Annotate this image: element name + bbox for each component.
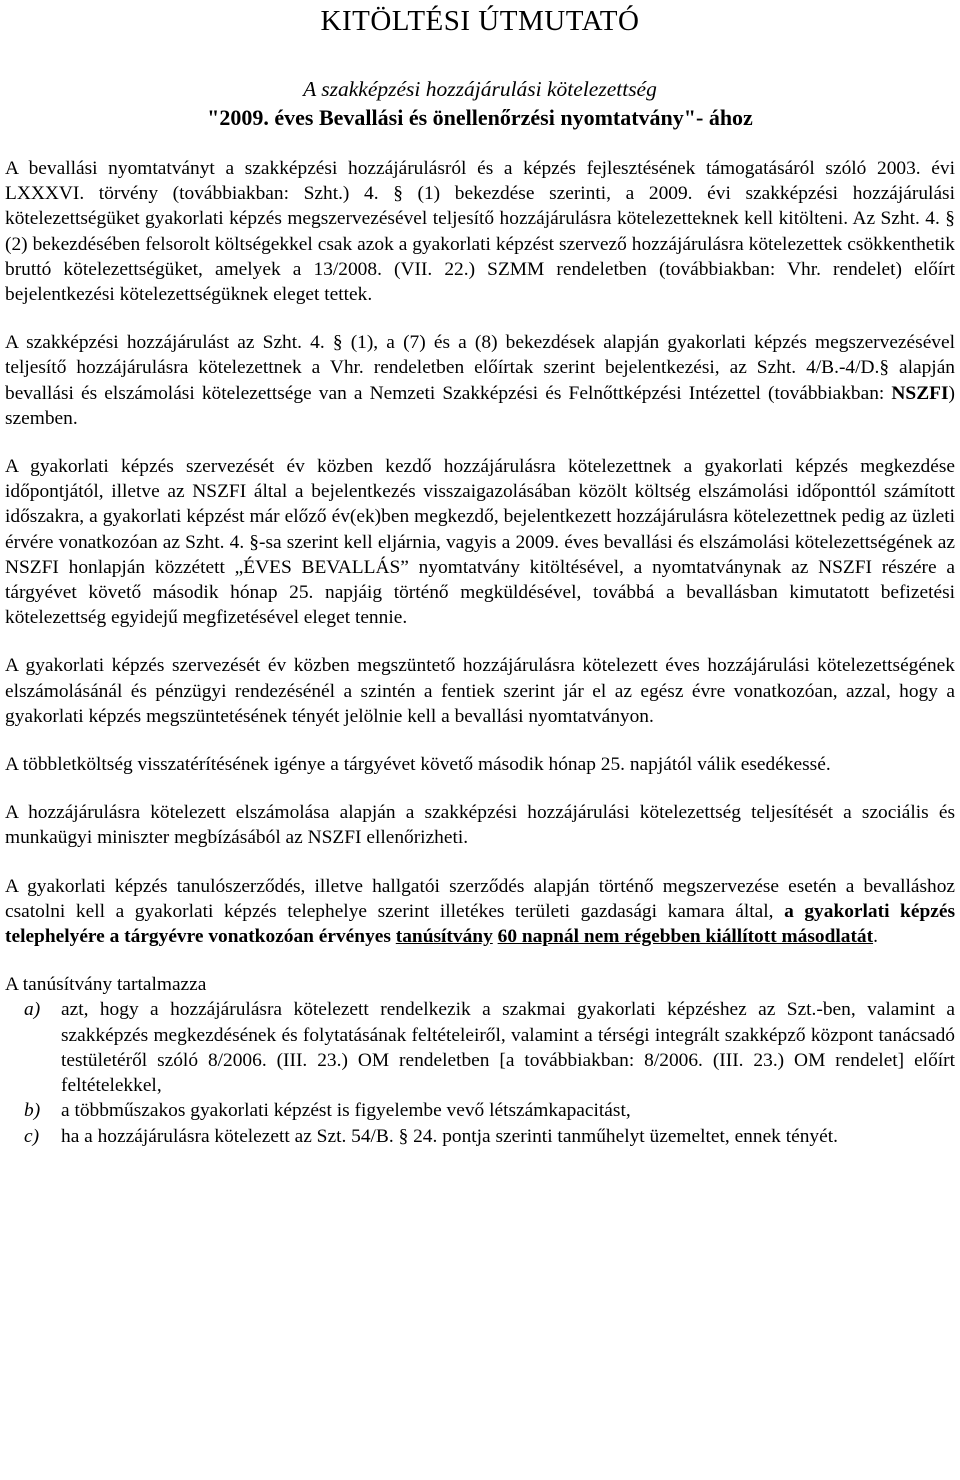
list-item xyxy=(5,1124,955,1149)
list-item-text: azt, hogy a hozzájárulásra kötelezett rendelkezik a szakmai gyakorlati képzéshez az Szt.-ben, valamint a szakképzés megkezdésének és folytatásának feltételeiről, valamint a térségi integrált szakképző központ tanácsadó testületéről szóló 8/2006. (III. 23.) OM rendeletben [a továbbiakban: 8/2006. (III. 23.) OM rendelet] előírt feltételekkel, xyxy=(61,999,955,1097)
paragraph-obligation-part-a: A szakképzési hozzájárulást az Szht. 4. § (1), a (7) és a (8) bekezdések alapján gyakorlati képzés megszervezésével teljesítő hozzájárulásra kötelezettnek a Vhr. rendeletben előírtak szerint bejelentkezési, az Szht. 4/B.-4/D.§ alapján bevallási és elszámolási kötelezettsége van a Nemzeti Szakképzési és Felnőttképzési Intézettel (továbbiakban: xyxy=(5,332,955,404)
list-item-label: b) xyxy=(24,1100,41,1122)
paragraph-intro-part-b: § (2) bekezdésében felsorolt költségekkel csak azok a gyakorlati képzést szervező hozzájárulásra kötelezettek csökkenthetik bruttó kötelezettségüket, amelyek a 13/2008. (VII. 22.) SZMM rendeletben (továbbiakban: Vhr. rendelet) előírt bejelentkezési kötelezettségüknek eleget tettek. xyxy=(5,208,955,306)
list-item-label: a) xyxy=(24,999,41,1021)
list-item xyxy=(5,997,955,1098)
paragraph-certificate xyxy=(5,874,955,950)
paragraph-refund: A többletköltség visszatérítésének igénye a tárgyévet követő második hónap 25. napjától válik esedékessé. xyxy=(5,754,831,776)
paragraph-intro xyxy=(5,156,955,307)
certificate-requirement-bold: a gyakorlati képzés telephelyére a tárgyévre vonatkozóan érvényes xyxy=(5,900,955,948)
list-item-label: c) xyxy=(24,1125,40,1147)
list-item xyxy=(5,1098,955,1123)
paragraph-certificate-end: . xyxy=(873,926,878,948)
list-item-text: ha a hozzájárulásra kötelezett az Szt. 54/B. § 24. pontja szerinti tanműhelyt üzemeltet, ennek tényét. xyxy=(61,1125,838,1147)
paragraph-end-of-training: A gyakorlati képzés szervezését év közben megszüntető hozzájárulásra kötelezett éves hozzájárulási kötelezettségének elszámolásánál és pénzügyi rendezésénél a szintén a fentiek szerint jár el az egész évre vonatkozóan, azzal, hogy a gyakorlati képzés megszüntetésének tényét jelölnie kell a bevallási nyomtatványon. xyxy=(5,655,955,727)
paragraph-start-of-training: A gyakorlati képzés szervezését év közben kezdő hozzájárulásra kötelezettnek a gyakorlati képzés megkezdése időpontjától, illetve az NSZFI által a bejelentkezés visszaigazolásában közölt költség elszámolási időponttól számított időszakra, a gyakorlati képzést már előző év(ek)ben megkezdő, bejelentkezett hozzájárulásra kötelezettnek pedig az üzleti érvére vonatkozóan az Szht. 4. §-sa szerint kell eljárnia, vagyis a 2009. éves bevallási és elszámolási kötelezettségének az NSZFI honlapján közzétett „ÉVES BEVALLÁS” nyomtatvány kitöltésével, a nyomtatványnak az NSZFI részére a tárgyévet követő második hónap 25. napjáig történő megküldésével, továbbá a bevallásban kimutatott befizetési kötelezettség egyidejű megfizetésével eleget tennie. xyxy=(5,456,955,629)
nszfi-abbreviation: NSZFI xyxy=(891,382,949,404)
page-subtitle-form-name: "2009. éves Bevallási és önellenőrzési nyomtatvány"- ához xyxy=(207,105,753,130)
certificate-age-requirement: 60 napnál nem régebben kiállított másodlatát xyxy=(497,926,874,948)
paragraph-certificate-part-a: A gyakorlati képzés tanulószerződés, illetve hallgatói szerződés alapján történő megszervezése esetén a bevalláshoz csatolni kell a gyakorlati képzés telephelye szerint illetékes területi gazdasági kamara által, xyxy=(5,875,955,922)
paragraph-obligation-part-c: ) szemben. xyxy=(5,382,955,429)
certificate-word-underlined: tanúsítvány xyxy=(395,926,493,948)
paragraph-intro-part-a: A bevallási nyomtatványt a szakképzési hozzájárulásról és a képzés fejlesztésének támogatásáról szóló 2003. évi LXXXVI. törvény (továbbiakban: Szht.) 4. § (1) bekezdése szerinti, a 2009. évi szakképzési hozzájárulási kötelezettségüket gyakorlati képzés megszervezésével teljesítő hozzájárulásra kötelezetteknek kell kitölteni. Az Szht. 4. xyxy=(5,158,955,230)
paragraph-obligation xyxy=(5,330,955,431)
list-item-text: a többműszakos gyakorlati képzést is figyelembe vevő létszámkapacitást, xyxy=(61,1100,631,1122)
certificate-contents-heading: A tanúsítvány tartalmazza xyxy=(5,974,207,996)
page-title: KITÖLTÉSI ÚTMUTATÓ xyxy=(320,5,640,37)
page-subtitle: A szakképzési hozzájárulási kötelezettség xyxy=(303,77,657,101)
paragraph-audit: A hozzájárulásra kötelezett elszámolása alapján a szakképzési hozzájárulási kötelezettség teljesítését a szociális és munkaügyi miniszter megbízásából az NSZFI ellenőrizheti. xyxy=(5,802,955,849)
